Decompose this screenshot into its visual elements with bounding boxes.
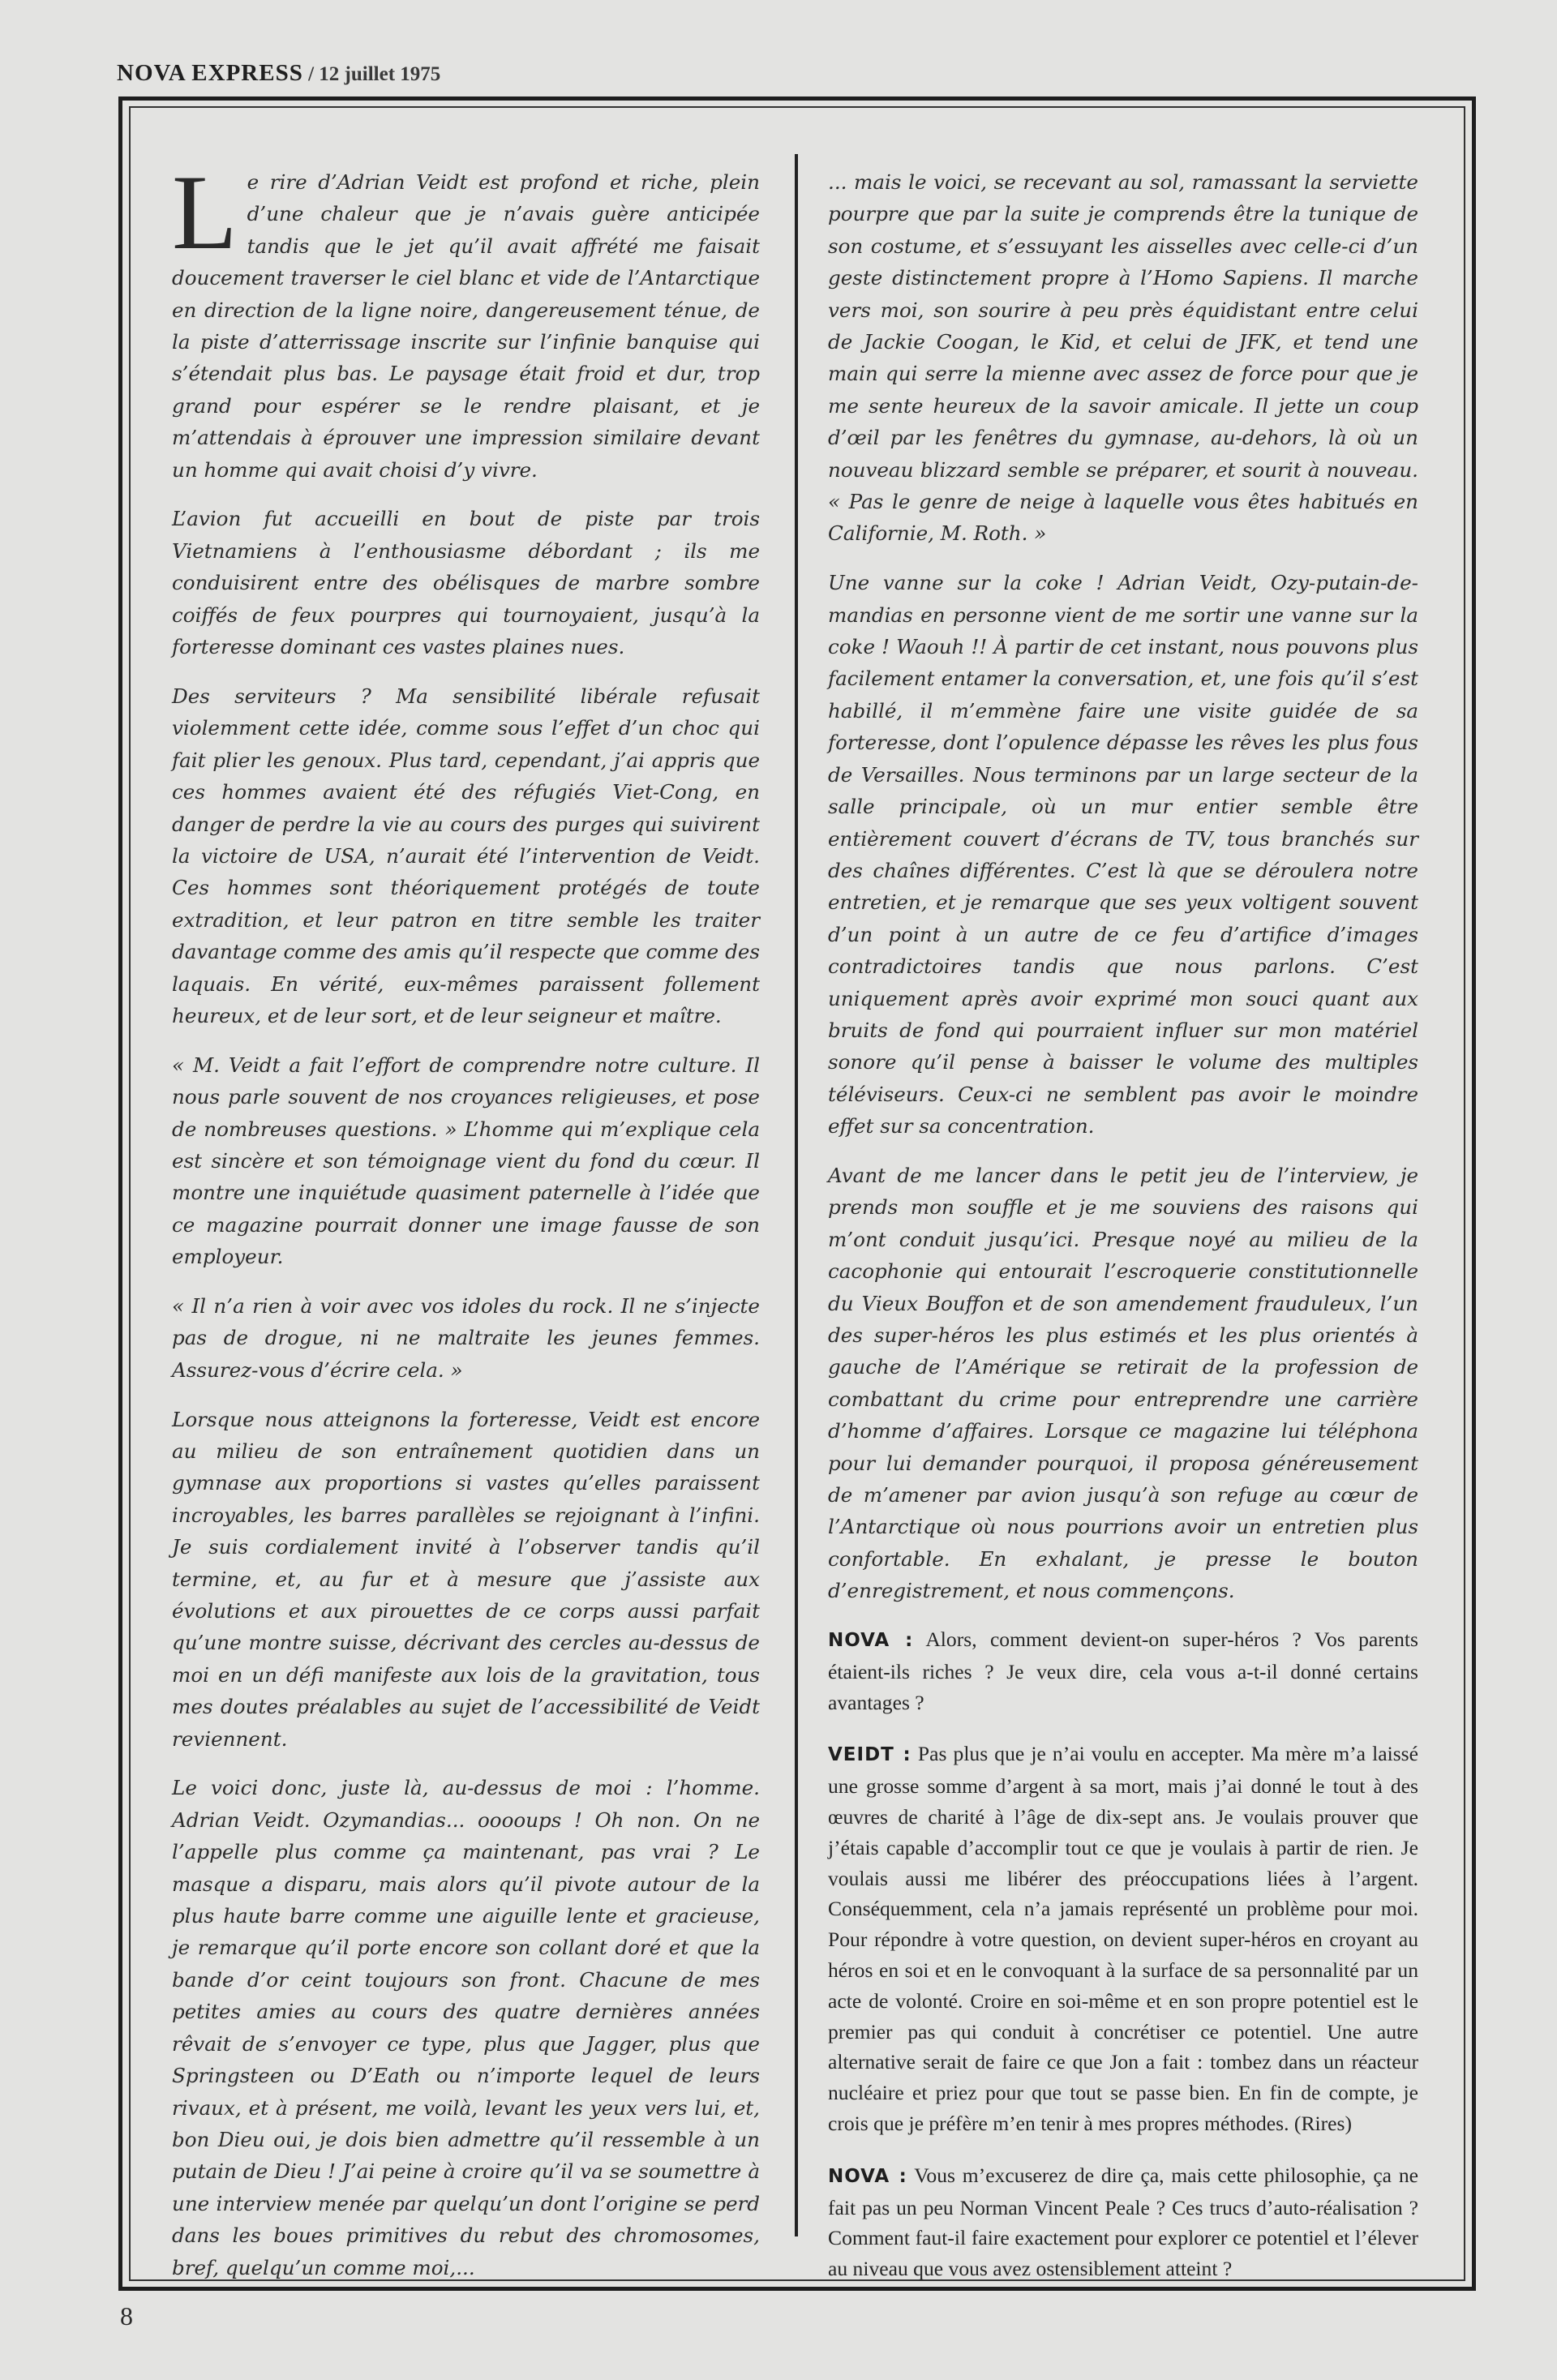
page-header bbox=[117, 60, 440, 87]
article-paragraph: « Il n’a rien à voir avec vos idoles du rock. Il ne s’injecte pas de drogue, ni ne maltraite les jeunes femmes. Assurez-vous d’écrire cela. » bbox=[172, 1293, 760, 1382]
speaker-label: NOVA : bbox=[828, 1630, 914, 1652]
interview-question bbox=[828, 1624, 1418, 1717]
issue-date: 12 juillet 1975 bbox=[319, 63, 441, 85]
article-paragraph: Le voici donc, juste là, au-dessus de moi : l’homme. Adrian Veidt. Ozymandias... ooooups ! Oh non. On ne l’appelle plus comme ça maintenant, pas vrai ? Le masque a disparu, mais alors qu’il pivote autour de la plus haute barre comme une aiguille lente et gracieuse, je remarque qu’il porte encore son collant doré et que la bande d’or ceint toujours son front. Chacune de mes petites amies au cours des quatre dernières années rêvait de s’envoyer ce type, plus que Jagger, plus que Springsteen ou D’Eath ou n’importe lequel de leurs rivaux, et à présent, me voilà, levant les yeux vers lui, et, bon Dieu oui, je dois bien admettre qu’il ressemble à un putain de Dieu ! J’ai peine à croire qu’il va se soumettre à une interview menée par quelqu’un dont l’origine se perd dans les boues primitives du rebut des chromosomes, bref, quelqu’un comme moi,... bbox=[172, 1776, 760, 2279]
drop-cap: L bbox=[172, 152, 238, 272]
interview-text: Alors, comment devient-on super-héros ? Vos parents étaient-ils riches ? Je veux dire, cela vous a-t-il donné certains avantages ? bbox=[828, 1627, 1418, 1714]
opening-text: e rire d’Adrian Veidt est profond et riche, plein d’une chaleur que je n’avais guère anticipée tandis que le jet qu’il avait affrété me faisait doucement traverser le ciel blanc et vide de l’Antarctique en direction de la ligne noire, dangereusement ténue, de la piste d’atterrissage inscrite sur l’infinie banquise qui s’étendait plus bas. Le paysage était froid et dur, trop grand pour espérer se le rendre plaisant, et je m’attendais à éprouver une impression similaire devant un homme qui avait choisi d’y vivre. bbox=[172, 170, 760, 482]
article-paragraph: Des serviteurs ? Ma sensibilité libérale refusait violemment cette idée, comme sous l’effet d’un choc qui fait plier les genoux. Plus tard, cependant, j’ai appris que ces hommes avaient été des réfugiés Viet-Cong, en danger de perdre la vie au cours des purges qui suivirent la victoire de USA, n’aurait été l’intervention de Veidt. Ces hommes sont théoriquement protégés de toute extradition, et leur patron en titre semble les traiter davantage comme des amis qu’il respecte que comme des laquais. En vérité, eux-mêmes paraissent follement heureux, et de leur sort, et de leur seigneur et maître. bbox=[172, 684, 760, 1027]
interview-question bbox=[828, 2160, 1418, 2284]
article-paragraph: L’avion fut accueilli en bout de piste par trois Vietnamiens à l’enthousiasme débordant ; ils me conduisirent entre des obélisques de marbre sombre coiffés de feux pourpres qui tournoyaient, jusqu’à la forteresse dominant ces vastes plaines nues. bbox=[172, 507, 760, 659]
opening-paragraph bbox=[172, 152, 760, 486]
speaker-label: NOVA : bbox=[828, 2165, 907, 2187]
right-column bbox=[828, 166, 1418, 2305]
article-paragraph: Une vanne sur la coke ! Adrian Veidt, Ozy-putain-de-mandias en personne vient de me sortir une vanne sur la coke ! Waouh !! À partir de cet instant, nous pouvons plus facilement entamer la conversation, et, une fois qu’il s’est habillé, il m’emmène faire une visite guidée de sa forteresse, dont l’opulence dépasse les rêves les plus fous de Versailles. Nous terminons par un large secteur de la salle principale, où un mur entier semble être entièrement couvert d’écrans de TV, tous branchés sur des chaînes différentes. C’est là que se déroulera notre entretien, et je remarque que ses yeux voltigent souvent d’un point à un autre de ce feu d’artifice d’images contradictoires tandis que nous parlons. C’est uniquement après avoir exprimé mon souci quant aux bruits de fond qui pourraient influer sur mon matériel sonore qu’il pense à baisser le volume des multiples téléviseurs. Ceux-ci ne semblent pas avoir le moindre effet sur sa concentration. bbox=[828, 571, 1418, 1139]
left-column bbox=[172, 152, 760, 2301]
article-paragraph: Avant de me lancer dans le petit jeu de l’interview, je prends mon souffle et je me souviens des raisons qui m’ont conduit jusqu’ici. Presque noyé au milieu de la cacophonie qui entourait l’escroquerie constitutionnelle du Vieux Bouffon et de son amendement frauduleux, l’un des super-héros les plus estimés et les plus orientés à gauche de l’Amérique se retirait de la profession de combattant du crime pour entreprendre une carrière d’homme d’affaires. Lorsque ce magazine lui téléphona pour lui demander pourquoi, il proposa généreusement de m’amener par avion jusqu’à son refuge au cœur de l’Antarctique où nous pourrions avoir un entretien plus confortable. En exhalant, je presse le bouton d’enregistrement, et nous commençons. bbox=[828, 1163, 1418, 1603]
column-divider bbox=[795, 154, 798, 2236]
article-paragraph: « M. Veidt a fait l’effort de comprendre notre culture. Il nous parle souvent de nos croyances religieuses, et pose de nombreuses questions. » L’homme qui m’explique cela est sincère et son témoignage vient du fond du cœur. Il montre une inquiétude quasiment paternelle à l’idée que ce magazine pourrait donner une image fausse de son employeur. bbox=[172, 1053, 760, 1269]
interview-text: Vous m’excuserez de dire ça, mais cette philosophie, ça ne fait pas un peu Norman Vincent Peale ? Ces trucs d’auto-réalisation ? Comment faut-il faire exactement pour explorer ce potentiel et l’élever au niveau que vous avez ostensiblement atteint ? bbox=[828, 2163, 1419, 2281]
interview-text: Pas plus que je n’ai voulu en accepter. Ma mère m’a laissé une grosse somme d’argent à sa mort, mais j’ai donné le tout à des œuvres de charité à l’âge de dix-sept ans. Je voulais prouver que j’étais capable d’accomplir tout ce que je voulais à partir de rien. Je voulais aussi me libérer des préoccupations liées à l’argent. Conséquemment, cela n’a jamais représenté un problème pour moi. Pour répondre à votre question, on devient super-héros en croyant au héros en soi et en le convoquant à la surface de sa personnalité par un acte de volonté. Croire en soi-même et en son propre potentiel est le premier pas qui conduit à concrétiser ce potentiel. Une autre alternative serait de faire ce que Jon a fait : tombez dans un réacteur nucléaire et priez pour que tout se passe bien. En fin de compte, je crois que je préfère m’en tenir à mes propres méthodes. (Rires) bbox=[828, 1742, 1418, 2135]
magazine-name: NOVA EXPRESS bbox=[117, 60, 303, 86]
article-paragraph: Lorsque nous atteignons la forteresse, Veidt est encore au milieu de son entraînement quotidien dans un gymnase aux proportions si vastes qu’elles paraissent incroyables, les barres parallèles se rejoignant à l’infini. Je suis cordialement invité à l’observer tandis qu’il termine, et, au fur et à mesure que j’assiste aux évolutions et aux pirouettes de ce corps aussi parfait qu’une montre suisse, décrivant des cercles au-dessus de moi en un défi manifeste aux lois de la gravitation, tous mes doutes préalables au sujet de l’accessibilité de Veidt reviennent. bbox=[172, 1407, 760, 1751]
page-number: 8 bbox=[120, 2301, 133, 2331]
interview-answer bbox=[828, 1739, 1418, 2138]
header-separator: / bbox=[302, 63, 320, 85]
speaker-label: VEIDT : bbox=[828, 1744, 911, 1766]
article-paragraph: ... mais le voici, se recevant au sol, ramassant la serviette pourpre que par la suite je comprends être la tunique de son costume, et s’essuyant les aisselles avec celle-ci d’un geste distinctement propre à l’Homo Sapiens. Il marche vers moi, son sourire à peu près équidistant entre celui de Jackie Coogan, le Kid, et celui de JFK, et tend une main qui serre la mienne avec assez de force pour que je me sente heureux de la savoir amicale. Il jette un coup d’œil par les fenêtres du gymnase, au-dehors, là où un nouveau blizzard semble se préparer, et sourit à nouveau. « Pas le genre de neige à laquelle vous êtes habitués en Californie, M. Roth. » bbox=[828, 170, 1418, 546]
